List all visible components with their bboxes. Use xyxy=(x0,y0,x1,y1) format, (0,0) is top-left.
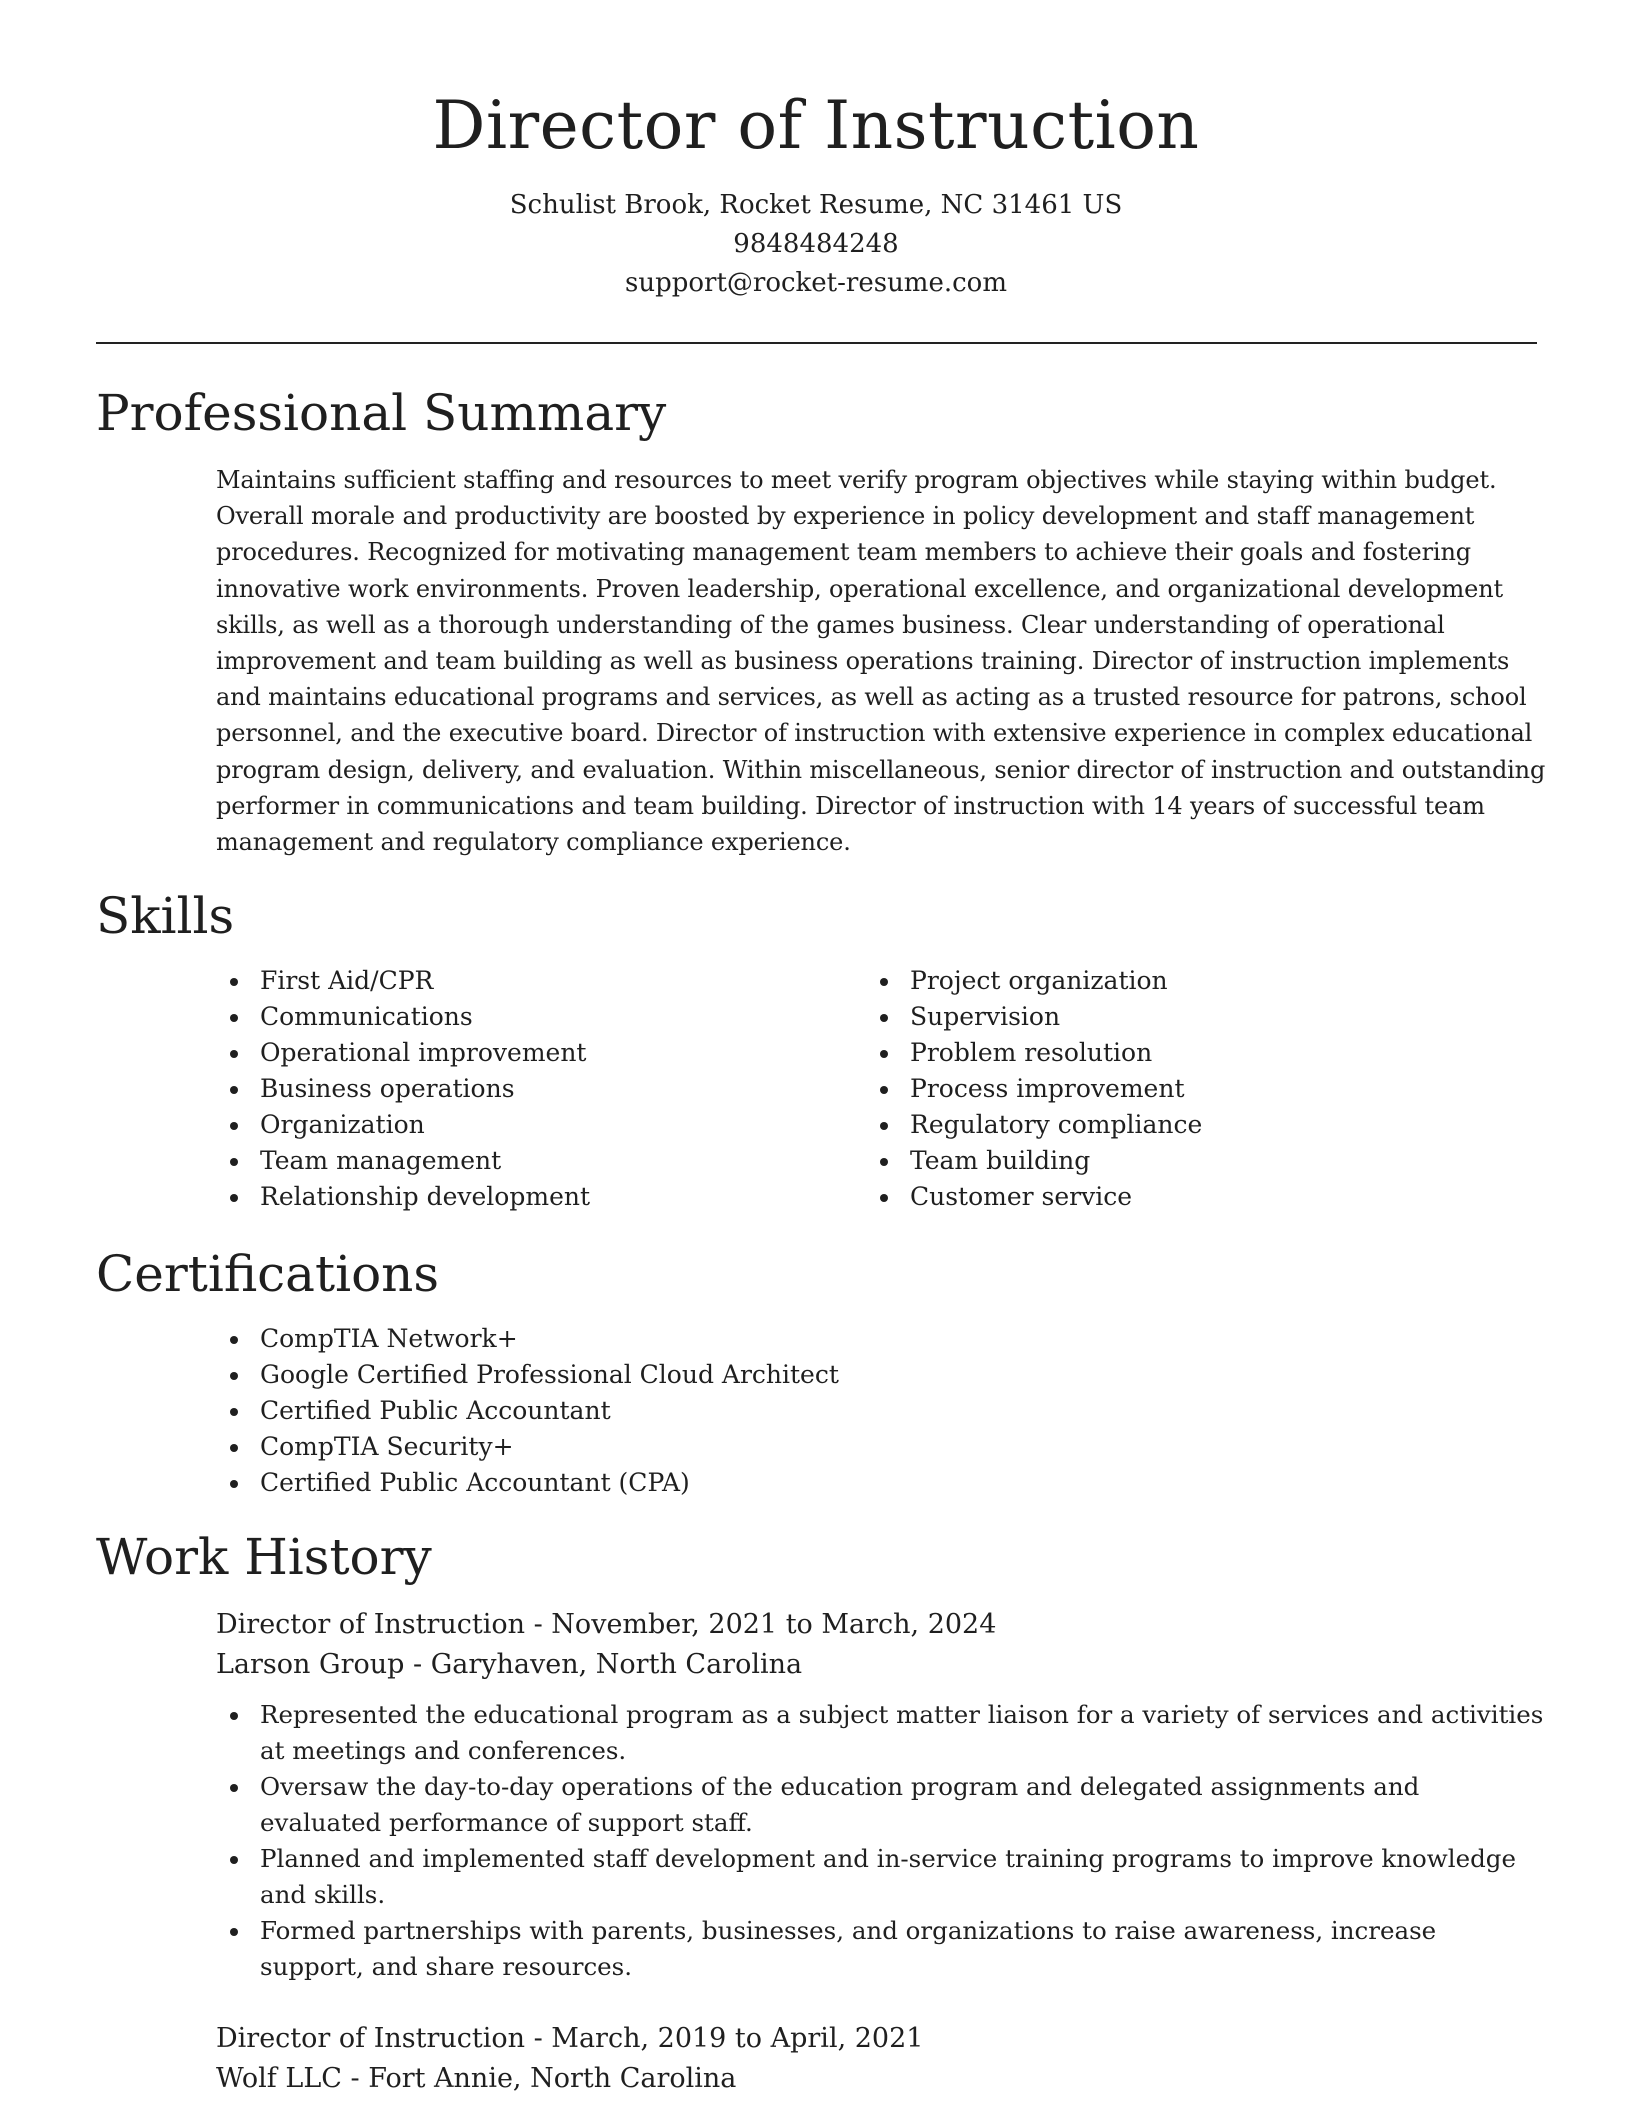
list-item: Represented the educational program as a subject matter liaison for a variety of services and activities at meetings and conferences. xyxy=(216,1697,1546,1769)
job-company-line: Wolf LLC - Fort Annie, North Carolina xyxy=(216,2063,737,2094)
header-divider xyxy=(96,342,1537,344)
list-item: Project organization xyxy=(866,963,1466,999)
list-item: Certified Public Accountant xyxy=(216,1393,1516,1429)
list-item: Team management xyxy=(216,1143,816,1179)
list-item: Operational improvement xyxy=(216,1035,816,1071)
contact-address: Schulist Brook, Rocket Resume, NC 31461 US xyxy=(509,190,1123,220)
work-history-heading: Work History xyxy=(96,1528,432,1586)
list-item: Regulatory compliance xyxy=(866,1107,1466,1143)
contact-phone: 9848484248 xyxy=(733,229,899,259)
certifications-heading: Certifications xyxy=(96,1245,440,1303)
skills-list-right xyxy=(866,963,1466,1215)
job-bullets xyxy=(216,1697,1546,1985)
summary-heading: Professional Summary xyxy=(96,384,667,442)
list-item: CompTIA Network+ xyxy=(216,1321,1516,1357)
list-item: Team building xyxy=(866,1143,1466,1179)
list-item: Certified Public Accountant (CPA) xyxy=(216,1465,1516,1501)
contact-email: support@rocket-resume.com xyxy=(624,268,1007,298)
resume-header xyxy=(0,86,1632,303)
job-company-line: Larson Group - Garyhaven, North Carolina xyxy=(216,1649,803,1680)
list-item: Organization xyxy=(216,1107,816,1143)
list-item: CompTIA Security+ xyxy=(216,1429,1516,1465)
list-item: Planned and implemented staff development and in-service training programs to improve knowledge and skills. xyxy=(216,1841,1546,1913)
list-item: Process improvement xyxy=(866,1071,1466,1107)
list-item: Problem resolution xyxy=(866,1035,1466,1071)
skills-list-left xyxy=(216,963,816,1215)
list-item: First Aid/CPR xyxy=(216,963,816,999)
list-item: Business operations xyxy=(216,1071,816,1107)
list-item: Google Certified Professional Cloud Architect xyxy=(216,1357,1516,1393)
skills-heading: Skills xyxy=(96,887,235,945)
list-item: Relationship development xyxy=(216,1179,816,1215)
list-item: Oversaw the day-to-day operations of the education program and delegated assignments and evaluated performance of support staff. xyxy=(216,1769,1546,1841)
job-title-line: Director of Instruction - March, 2019 to April, 2021 xyxy=(216,2023,924,2054)
job-title-line: Director of Instruction - November, 2021 to March, 2024 xyxy=(216,1609,997,1640)
candidate-name: Director of Instruction xyxy=(432,87,1200,164)
list-item: Customer service xyxy=(866,1179,1466,1215)
certifications-list xyxy=(216,1321,1516,1501)
list-item: Formed partnerships with parents, businesses, and organizations to raise awareness, increase support, and share resources. xyxy=(216,1913,1546,1985)
list-item: Supervision xyxy=(866,999,1466,1035)
summary-text: Maintains sufficient staffing and resources to meet verify program objectives while staying within budget. Overall morale and productivity are boosted by experience in policy development and staff management procedures. Recognized for motivating management team members to achieve their goals and fostering innovative work environments. Proven leadership, operational excellence, and organizational development skills, as well as a thorough understanding of the games business. Clear understanding of operational improvement and team building as well as business operations training. Director of instruction implements and maintains educational programs and services, as well as acting as a trusted resource for patrons, school personnel, and the executive board. Director of instruction with extensive experience in complex educational program design, delivery, and evaluation. Within miscellaneous, senior director of instruction and outstanding performer in communications and team building. Director of instruction with 14 years of successful team management and regulatory compliance experience. xyxy=(216,466,1546,857)
list-item: Communications xyxy=(216,999,816,1035)
contact-block xyxy=(0,186,1632,303)
